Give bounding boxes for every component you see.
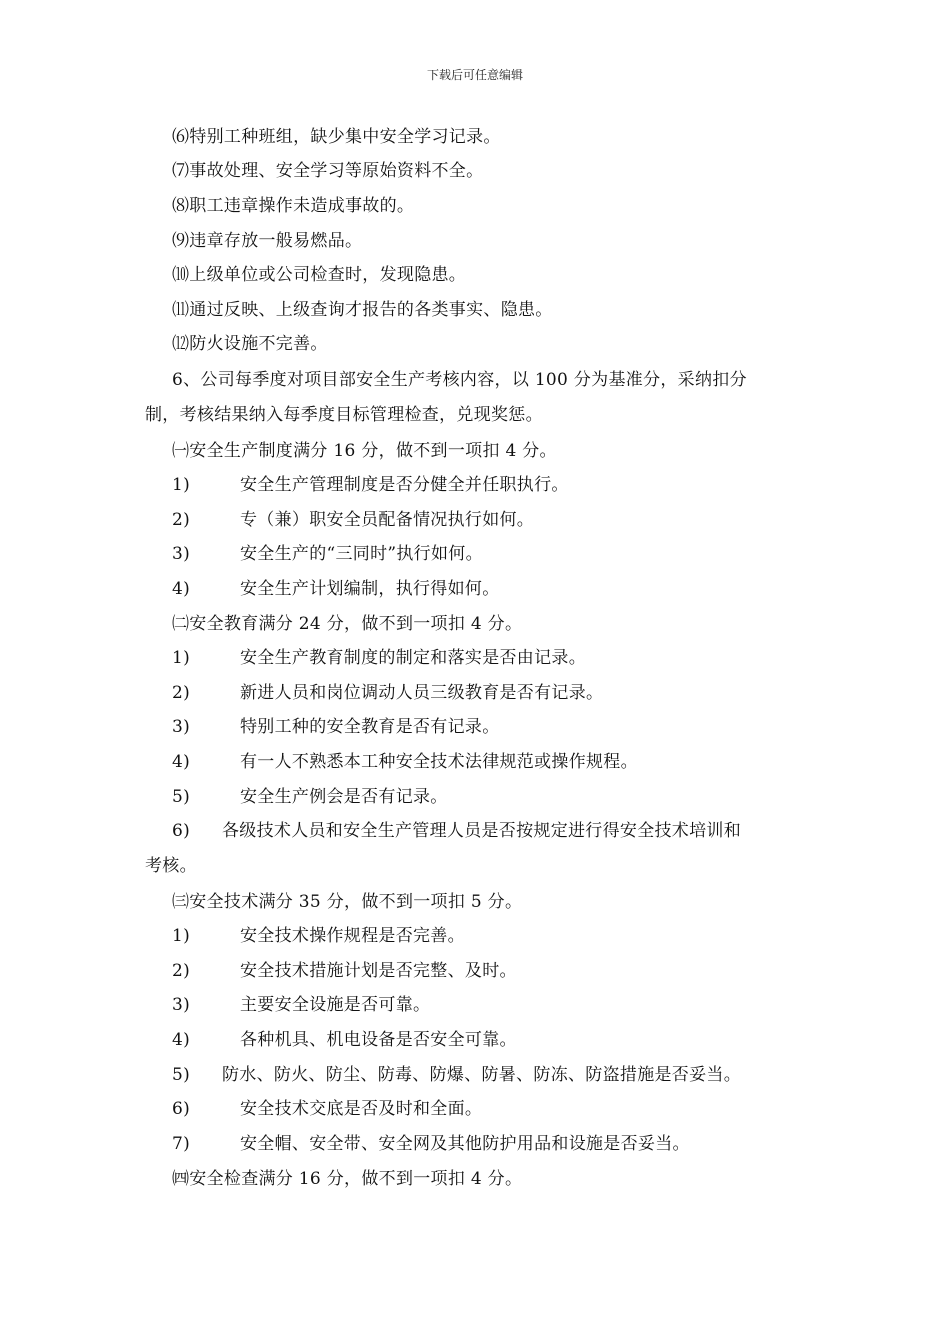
text-line: ⑿防火设施不完善。 <box>172 334 328 354</box>
item-text: 有一人不熟悉本工种安全技术法律规范或操作规程。 <box>240 752 638 772</box>
item-text: 安全生产的“三同时”执行如何。 <box>240 544 483 564</box>
section-heading: ㈡安全教育满分 24 分，做不到一项扣 4 分。 <box>172 614 523 634</box>
item-number: 1) <box>172 475 191 495</box>
item-text: 主要安全设施是否可靠。 <box>240 995 431 1015</box>
text-line: ⑻职工违章操作未造成事故的。 <box>172 196 415 216</box>
list-item <box>172 682 603 704</box>
section-heading: ㈠安全生产制度满分 16 分，做不到一项扣 4 分。 <box>172 441 557 461</box>
list-item <box>172 1098 482 1120</box>
list-item <box>172 578 500 600</box>
item-number: 7) <box>172 1134 191 1154</box>
paragraph-line: 制，考核结果纳入每季度目标管理检查，兑现奖惩。 <box>145 405 543 425</box>
item-number: 5) <box>172 1065 191 1085</box>
list-item <box>172 786 448 808</box>
list-item <box>172 1029 517 1051</box>
list-item <box>172 474 569 496</box>
list-item <box>172 716 500 738</box>
item-text: 专（兼）职安全员配备情况执行如何。 <box>240 510 535 530</box>
item-number: 2) <box>172 683 191 703</box>
item-number: 3) <box>172 995 191 1015</box>
list-item <box>172 1133 690 1155</box>
list-item <box>172 820 741 842</box>
item-number: 2) <box>172 961 191 981</box>
item-number: 5) <box>172 787 191 807</box>
item-number: 6) <box>172 821 191 841</box>
text-line: ⑼违章存放一般易燃品。 <box>172 231 363 251</box>
item-text: 各级技术人员和安全生产管理人员是否按规定进行得安全技术培训和 <box>222 821 741 841</box>
item-number: 4) <box>172 579 191 599</box>
item-text: 安全生产计划编制，执行得如何。 <box>240 579 500 599</box>
list-item <box>172 647 586 669</box>
item-number: 4) <box>172 1030 191 1050</box>
item-text: 安全生产例会是否有记录。 <box>240 787 448 807</box>
text-line: ⑾通过反映、上级查询才报告的各类事实、隐患。 <box>172 300 553 320</box>
list-item <box>172 994 430 1016</box>
item-number: 6) <box>172 1099 191 1119</box>
list-item <box>172 925 465 947</box>
item-number: 3) <box>172 717 191 737</box>
item-text: 安全生产管理制度是否分健全并任职执行。 <box>240 475 569 495</box>
item-number: 4) <box>172 752 191 772</box>
item-number: 1) <box>172 648 191 668</box>
page-header: 下载后可任意编辑 <box>426 68 523 82</box>
text-line: ⑽上级单位或公司检查时，发现隐患。 <box>172 265 467 285</box>
item-number: 1) <box>172 926 191 946</box>
item-text: 安全技术措施计划是否完整、及时。 <box>240 961 517 981</box>
list-item <box>172 509 534 531</box>
list-item <box>172 543 483 565</box>
paragraph-line: 6、公司每季度对项目部安全生产考核内容，以 100 分为基准分，采纳扣分 <box>172 370 747 390</box>
list-item <box>172 1064 741 1086</box>
item-text: 防水、防火、防尘、防毒、防爆、防暑、防冻、防盗措施是否妥当。 <box>222 1065 741 1085</box>
item-text: 新进人员和岗位调动人员三级教育是否有记录。 <box>240 683 604 703</box>
list-item <box>172 751 638 773</box>
item-text: 安全技术操作规程是否完善。 <box>240 926 465 946</box>
section-heading: ㈣安全检查满分 16 分，做不到一项扣 4 分。 <box>172 1169 523 1189</box>
list-item <box>172 960 517 982</box>
text-line: ⑹特别工种班组，缺少集中安全学习记录。 <box>172 127 501 147</box>
item-number: 2) <box>172 510 191 530</box>
item-number: 3) <box>172 544 191 564</box>
item-text: 安全生产教育制度的制定和落实是否由记录。 <box>240 648 586 668</box>
list-item-continuation: 考核。 <box>145 856 197 876</box>
item-text: 安全技术交底是否及时和全面。 <box>240 1099 483 1119</box>
item-text: 安全帽、安全带、安全网及其他防护用品和设施是否妥当。 <box>240 1134 690 1154</box>
text-line: ⑺事故处理、安全学习等原始资料不全。 <box>172 161 484 181</box>
item-text: 特别工种的安全教育是否有记录。 <box>240 717 500 737</box>
item-text: 各种机具、机电设备是否安全可靠。 <box>240 1030 517 1050</box>
section-heading: ㈢安全技术满分 35 分，做不到一项扣 5 分。 <box>172 892 523 912</box>
